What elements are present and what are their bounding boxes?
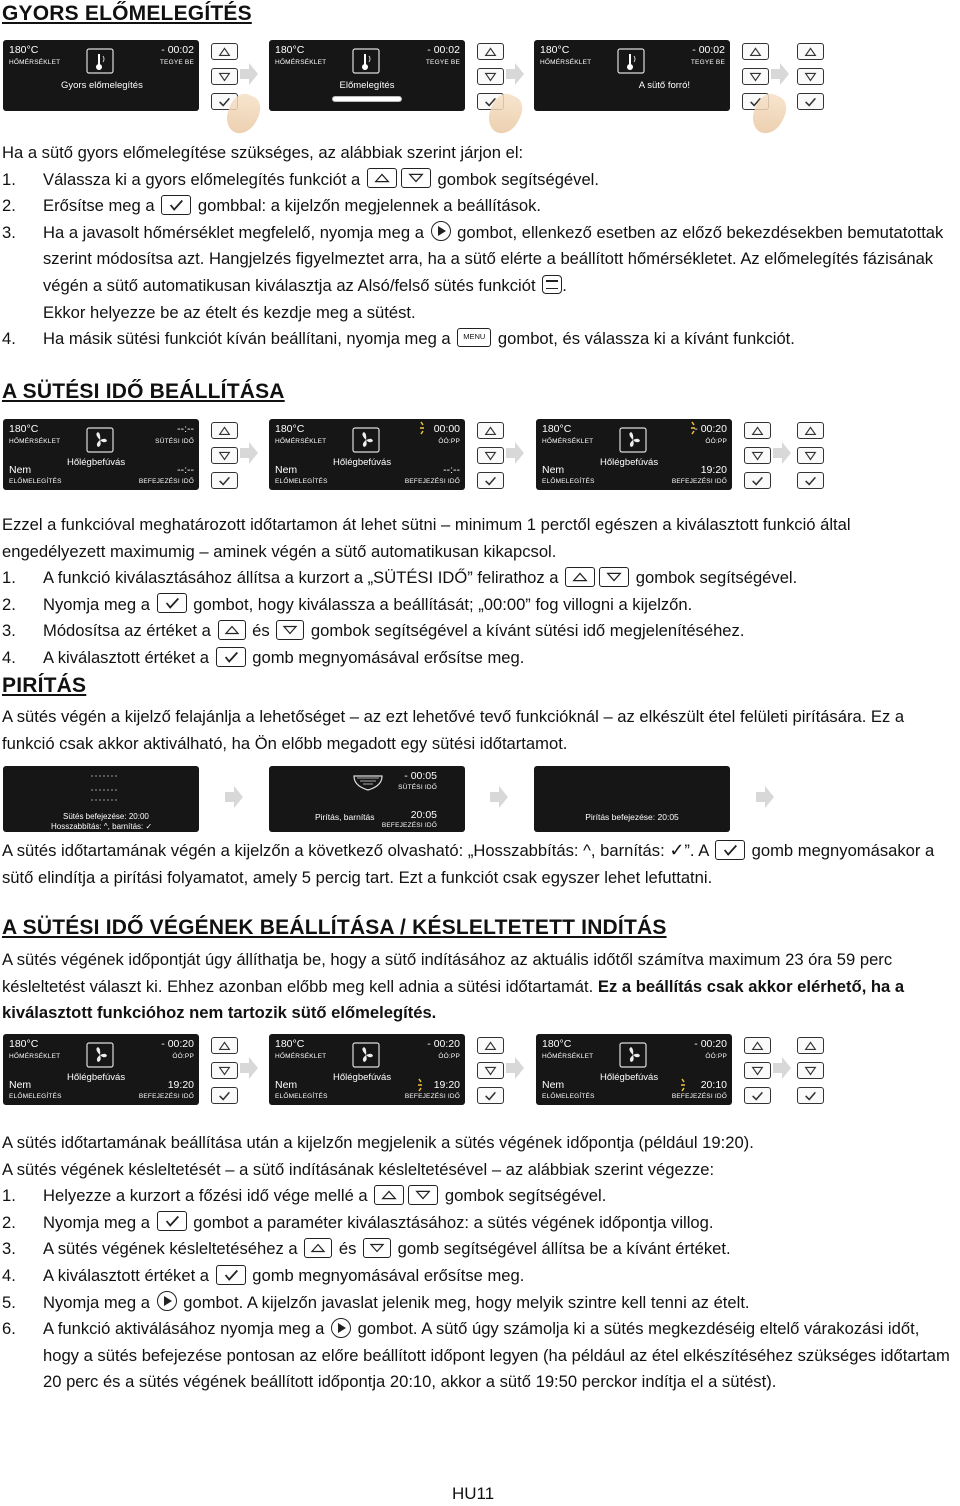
check-icon bbox=[798, 1088, 823, 1103]
end-message: Sütés befejezése: 20:00 bbox=[63, 812, 149, 821]
confirm-button bbox=[797, 93, 824, 110]
end-time-value: 19:20 bbox=[167, 1079, 194, 1091]
oven-display bbox=[534, 40, 730, 111]
step-item: 3. Módosítsa az értéket a és gombok segítségével a kívánt sütési idő megjelenítéséhez. bbox=[2, 621, 745, 641]
grill-icon bbox=[352, 772, 384, 804]
up-arrow-icon bbox=[798, 423, 823, 438]
preheat-label: ELŐMELEGÍTÉS bbox=[275, 478, 328, 485]
down-arrow-icon bbox=[743, 69, 768, 84]
time-value: - 00:02 bbox=[692, 44, 725, 56]
up-arrow-icon bbox=[212, 1038, 237, 1053]
oven-display bbox=[3, 766, 199, 832]
time-label: TEGYE BE bbox=[690, 59, 725, 66]
temperature-value: 180°C bbox=[275, 423, 305, 435]
time-value: - 00:20 bbox=[427, 1038, 460, 1050]
time-label: TEGYE BE bbox=[159, 59, 194, 66]
fan-icon bbox=[352, 1042, 380, 1068]
up-button-icon bbox=[565, 567, 595, 587]
temperature-value: 180°C bbox=[540, 44, 570, 56]
temperature-value: 180°C bbox=[542, 1038, 572, 1050]
function-name: Hőlégbefúvás bbox=[333, 1072, 392, 1083]
oven-display bbox=[3, 1034, 199, 1105]
up-button-icon bbox=[367, 168, 397, 188]
flow-arrow-icon bbox=[240, 63, 258, 85]
up-button bbox=[477, 422, 504, 439]
flow-arrow-icon bbox=[490, 786, 508, 808]
start-button-icon bbox=[331, 1318, 351, 1338]
flow-arrow-icon bbox=[773, 442, 791, 464]
time-label: SÜTÉSI IDŐ bbox=[398, 784, 437, 791]
down-arrow-icon bbox=[798, 1063, 823, 1078]
down-arrow-icon bbox=[798, 69, 823, 84]
control-panel bbox=[797, 422, 824, 489]
up-arrow-icon bbox=[745, 423, 770, 438]
down-arrow-icon bbox=[745, 448, 770, 463]
control-panel bbox=[477, 422, 504, 489]
down-button bbox=[477, 1062, 504, 1079]
down-arrow-icon bbox=[798, 448, 823, 463]
down-arrow-icon bbox=[212, 1063, 237, 1078]
temperature-label: HŐMÉRSÉKLET bbox=[9, 59, 61, 66]
step-item: 2. Nyomja meg a gombot, hogy kiválassza a beállítását; „00:00” fog villogni a kijelzőn. bbox=[2, 594, 693, 614]
step-item: 2. Nyomja meg a gombot a paraméter kiválasztásához: a sütés végének időpontja villog. bbox=[2, 1212, 714, 1232]
flow-arrow-icon bbox=[506, 442, 524, 464]
down-button bbox=[477, 68, 504, 85]
page-number: HU11 bbox=[452, 1484, 495, 1503]
confirm-button-icon bbox=[157, 593, 187, 613]
temperature-value: 180°C bbox=[275, 1038, 305, 1050]
down-button bbox=[744, 447, 771, 464]
oven-display bbox=[269, 766, 465, 832]
up-button-icon bbox=[374, 1185, 404, 1205]
flow-arrow-icon bbox=[240, 1057, 258, 1079]
oven-display bbox=[3, 40, 199, 111]
down-arrow-icon bbox=[478, 1063, 503, 1078]
start-button-icon bbox=[157, 1291, 177, 1311]
preheat-value: Nem bbox=[9, 464, 32, 476]
flow-arrow-icon bbox=[506, 1057, 524, 1079]
flow-arrow-icon bbox=[240, 442, 258, 464]
preheat-value: Nem bbox=[275, 464, 298, 476]
down-button bbox=[744, 1062, 771, 1079]
up-button bbox=[477, 43, 504, 60]
check-icon bbox=[212, 473, 237, 488]
function-name: Hőlégbefúvás bbox=[333, 457, 392, 468]
up-arrow-icon bbox=[798, 44, 823, 59]
preheat-value: Nem bbox=[275, 1079, 298, 1091]
down-button bbox=[211, 68, 238, 85]
step-item: 1. Válassza ki a gyors előmelegítés funkciót a gombok segítségével. bbox=[2, 169, 599, 189]
end-time-label: BEFEJEZÉSI IDŐ bbox=[671, 1093, 727, 1100]
down-button-icon bbox=[599, 567, 629, 587]
step-item: 2. Erősítse meg a gombbal: a kijelzőn megjelennek a beállítások. bbox=[2, 196, 542, 216]
down-button bbox=[797, 1062, 824, 1079]
control-panel bbox=[211, 1037, 238, 1104]
down-arrow-icon bbox=[478, 448, 503, 463]
delayed-start-text bbox=[2, 1130, 956, 1396]
temperature-value: 180°C bbox=[9, 423, 39, 435]
cooking-time-text bbox=[2, 512, 956, 672]
up-arrow-icon bbox=[212, 44, 237, 59]
temperature-value: 180°C bbox=[9, 44, 39, 56]
browning-end-message: Pirítás befejezése: 20:05 bbox=[585, 812, 679, 822]
confirm-button-icon bbox=[157, 1211, 187, 1231]
preheat-value: Nem bbox=[542, 464, 565, 476]
time-value: - 00:02 bbox=[427, 44, 460, 56]
function-name: Hőlégbefúvás bbox=[67, 457, 126, 468]
temperature-label: HŐMÉRSÉKLET bbox=[275, 438, 327, 445]
down-button-icon bbox=[401, 168, 431, 188]
down-arrow-icon bbox=[212, 69, 237, 84]
up-button bbox=[744, 422, 771, 439]
time-label: ÓÓ:PP bbox=[438, 438, 460, 445]
delayed-start-note: A sütés időtartamának beállítása után a kijelzőn megjelenik a sütés végének időpontja (például 19:20). bbox=[2, 1133, 754, 1152]
function-caption: A sütő forró! bbox=[638, 80, 690, 91]
preheat-label: ELŐMELEGÍTÉS bbox=[542, 478, 595, 485]
temperature-label: HŐMÉRSÉKLET bbox=[9, 438, 61, 445]
blink-indicator-icon bbox=[690, 421, 700, 435]
fan-icon bbox=[86, 1042, 114, 1068]
oven-display bbox=[3, 419, 199, 490]
up-arrow-icon bbox=[478, 423, 503, 438]
top-bottom-heat-icon bbox=[542, 275, 562, 294]
step-item: 3. A sütés végének késleltetéséhez a és gomb segítségével állítsa be a kívánt értéket. bbox=[2, 1239, 731, 1259]
up-button bbox=[797, 43, 824, 60]
temperature-value: 180°C bbox=[9, 1038, 39, 1050]
up-button bbox=[211, 1037, 238, 1054]
temperature-value: 180°C bbox=[275, 44, 305, 56]
check-icon bbox=[745, 473, 770, 488]
confirm-button-icon bbox=[161, 195, 191, 215]
end-time-label: BEFEJEZÉSI IDŐ bbox=[404, 1093, 460, 1100]
down-button bbox=[797, 447, 824, 464]
preheat-value: Nem bbox=[9, 1079, 32, 1091]
end-time-label: BEFEJEZÉSI IDŐ bbox=[138, 478, 194, 485]
up-button bbox=[744, 1037, 771, 1054]
down-button bbox=[742, 68, 769, 85]
temperature-value: 180°C bbox=[542, 423, 572, 435]
time-value: - 00:02 bbox=[161, 44, 194, 56]
section-title-browning: PIRÍTÁS bbox=[2, 674, 87, 697]
control-panel bbox=[797, 1037, 824, 1104]
up-button bbox=[797, 422, 824, 439]
oven-display bbox=[536, 419, 732, 490]
time-value: 00:00 bbox=[433, 423, 460, 435]
check-icon bbox=[478, 473, 503, 488]
control-panel bbox=[744, 422, 771, 489]
up-button-icon bbox=[218, 620, 246, 640]
blink-indicator-icon bbox=[419, 421, 429, 435]
function-name: Hőlégbefúvás bbox=[600, 457, 659, 468]
confirm-button bbox=[477, 1087, 504, 1104]
confirm-button bbox=[797, 472, 824, 489]
tray-icon bbox=[89, 772, 119, 804]
oven-display bbox=[269, 419, 465, 490]
temperature-label: HŐMÉRSÉKLET bbox=[275, 59, 327, 66]
up-button bbox=[211, 422, 238, 439]
thermometer-icon bbox=[617, 48, 645, 74]
end-time-label: BEFEJEZÉSI IDŐ bbox=[138, 1093, 194, 1100]
menu-button-icon: MENU bbox=[457, 328, 491, 347]
up-arrow-icon bbox=[478, 1038, 503, 1053]
time-label: ÓÓ:PP bbox=[438, 1053, 460, 1060]
step-item: 1. Helyezze a kurzort a főzési idő vége mellé a gombok segítségével. bbox=[2, 1186, 607, 1206]
thermometer-icon bbox=[86, 48, 114, 74]
up-button bbox=[797, 1037, 824, 1054]
oven-display bbox=[269, 1034, 465, 1105]
oven-display bbox=[269, 40, 465, 111]
check-icon bbox=[212, 1088, 237, 1103]
confirm-button bbox=[744, 1087, 771, 1104]
up-button bbox=[742, 43, 769, 60]
fan-icon bbox=[352, 427, 380, 453]
down-button bbox=[211, 1062, 238, 1079]
time-label: ÓÓ:PP bbox=[705, 438, 727, 445]
step-item: 4. A kiválasztott értéket a gomb megnyomásával erősítse meg. bbox=[2, 647, 525, 667]
end-time-label: BEFEJEZÉSI IDŐ bbox=[381, 822, 437, 829]
time-value: - 00:20 bbox=[694, 1038, 727, 1050]
check-icon bbox=[798, 473, 823, 488]
down-button bbox=[211, 447, 238, 464]
start-button-icon bbox=[431, 221, 451, 241]
temperature-label: HŐMÉRSÉKLET bbox=[275, 1053, 327, 1060]
blink-indicator-icon bbox=[417, 1078, 427, 1092]
preheat-label: ELŐMELEGÍTÉS bbox=[9, 1093, 62, 1100]
down-arrow-icon bbox=[478, 69, 503, 84]
end-time-label: BEFEJEZÉSI IDŐ bbox=[671, 478, 727, 485]
oven-display bbox=[536, 1034, 732, 1105]
end-time-value: 19:20 bbox=[433, 1079, 460, 1091]
flow-arrow-icon bbox=[756, 786, 774, 808]
confirm-button bbox=[797, 1087, 824, 1104]
oven-display bbox=[534, 766, 730, 832]
up-arrow-icon bbox=[743, 44, 768, 59]
preheat-intro: Ha a sütő gyors előmelegítése szükséges, az alábbiak szerint járjon el: bbox=[2, 143, 524, 162]
confirm-button-icon bbox=[715, 840, 745, 860]
up-arrow-icon bbox=[798, 1038, 823, 1053]
time-value: - 00:20 bbox=[161, 1038, 194, 1050]
end-time-label: BEFEJEZÉSI IDŐ bbox=[404, 478, 460, 485]
down-arrow-icon bbox=[745, 1063, 770, 1078]
confirm-button-icon bbox=[216, 647, 246, 667]
step-item: 1. A funkció kiválasztásához állítsa a kurzort a „SÜTÉSI IDŐ” felirathoz a gombok segítségével. bbox=[2, 568, 798, 588]
function-caption: Előmelegítés bbox=[339, 80, 395, 91]
control-panel bbox=[477, 1037, 504, 1104]
fan-icon bbox=[86, 427, 114, 453]
flow-arrow-icon bbox=[225, 786, 243, 808]
function-name: Pirítás, barnítás bbox=[315, 812, 375, 822]
confirm-button bbox=[744, 472, 771, 489]
section-title-delayed-start: A SÜTÉSI IDŐ VÉGÉNEK BEÁLLÍTÁSA / KÉSLELTETETT INDÍTÁS bbox=[2, 916, 667, 939]
thermometer-icon bbox=[352, 48, 380, 74]
time-label: ÓÓ:PP bbox=[172, 1053, 194, 1060]
cooking-time-intro: Ezzel a funkcióval meghatározott időtartamon át lehet sütni – minimum 1 perctől egészen a kiválasztott funkció által engedélyezett maximumig – aminek végén a sütő automatikusan kikapcsol. bbox=[2, 515, 851, 561]
end-time-value: 19:20 bbox=[700, 464, 727, 476]
flow-arrow-icon bbox=[771, 63, 789, 85]
down-button bbox=[797, 68, 824, 85]
step-item: 5. Nyomja meg a gombot. A kijelzőn javaslat jelenik meg, hogy melyik szintre kell tenni az ételt. bbox=[2, 1292, 750, 1312]
up-arrow-icon bbox=[478, 44, 503, 59]
down-button bbox=[477, 447, 504, 464]
down-button-icon bbox=[363, 1238, 391, 1258]
check-icon bbox=[745, 1088, 770, 1103]
confirm-button bbox=[477, 472, 504, 489]
preheat-label: ELŐMELEGÍTÉS bbox=[275, 1093, 328, 1100]
section-title-cooking-time: A SÜTÉSI IDŐ BEÁLLÍTÁSA bbox=[2, 380, 285, 403]
time-value: - 00:05 bbox=[404, 770, 437, 782]
flow-arrow-icon bbox=[506, 63, 524, 85]
step-item: 3. Ha a javasolt hőmérséklet megfelelő, nyomja meg a gombot, ellenkező esetben az előző bekezdésekben bemutatottak szerint módosítsa azt. Hangjelzés figyelmeztet arra, ha a sütő elérte a beállított hőmérsékletet. Az előmelegítés fázisának végén a sütő automatikusan kiválasztja az Alsó/felső sütés funkciót . Ekkor helyezze be az ételt és kezdje meg a sütést. bbox=[2, 222, 944, 322]
preheat-label: ELŐMELEGÍTÉS bbox=[542, 1093, 595, 1100]
end-time-value: 20:10 bbox=[700, 1079, 727, 1091]
browning-intro: A sütés végén a kijelző felajánlja a lehetőséget – az ezt lehetővé tevő funkcióknál – az elkészült étel felületi pirítására. Ez a funkció csak akkor aktiválható, ha Ön előbb megadott egy sütési időtartamot. bbox=[2, 707, 905, 753]
confirm-button-icon bbox=[216, 1265, 246, 1285]
delayed-start-howto: A sütés végének késleltetését – a sütő indításának késleltetésével – az alábbiak szerint végezze: bbox=[2, 1159, 715, 1179]
step-item: 6. A funkció aktiválásához nyomja meg a gombot. A sütő úgy számolja ki a sütés megkezdéséig eltelő várakozási időt, hogy a sütés befejezése pontosan az előre beállított időpont legyen (ha például az étel elkészítéséhez szükséges időtartam 20 perc és a sütés végének beállított időpontja 20:10, akkor a sütő 19:50 perckor indítja el a sütést). bbox=[2, 1319, 950, 1392]
step-item: 4. A kiválasztott értéket a gomb megnyomásával erősítse meg. bbox=[2, 1265, 525, 1285]
check-icon bbox=[478, 1088, 503, 1103]
function-name: Hőlégbefúvás bbox=[67, 1072, 126, 1083]
time-label: TEGYE BE bbox=[425, 59, 460, 66]
function-name: Hőlégbefúvás bbox=[600, 1072, 659, 1083]
fan-icon bbox=[619, 1042, 647, 1068]
function-caption: Gyors előmelegítés bbox=[61, 80, 143, 91]
preheat-instructions bbox=[2, 140, 956, 353]
time-label: ÓÓ:PP bbox=[705, 1053, 727, 1060]
delayed-start-intro: A sütés végének időpontját úgy állíthatja be, hogy a sütő indításához az aktuális időtől számítva maximum 23 óra 59 perc késleltetést választ ki. Ehhez azonban előbb meg kell adnia a sütési időtartamát. Ez a beállítás csak akkor elérhető, ha a kiválasztott funkcióhoz nem tartozik sütő előmelegítés. bbox=[2, 950, 905, 1023]
control-panel bbox=[744, 1037, 771, 1104]
up-button-icon bbox=[304, 1238, 332, 1258]
control-panel bbox=[797, 43, 824, 110]
extend-browning-prompt: Hosszabbítás: ^, barnítás: ✓ bbox=[51, 822, 153, 831]
preheat-value: Nem bbox=[542, 1079, 565, 1091]
end-time-value: --:-- bbox=[177, 464, 194, 476]
up-arrow-icon bbox=[212, 423, 237, 438]
control-panel bbox=[211, 422, 238, 489]
down-button-icon bbox=[276, 620, 304, 640]
section-title-quick-preheat: GYORS ELŐMELEGÍTÉS bbox=[2, 2, 252, 25]
temperature-label: HŐMÉRSÉKLET bbox=[540, 59, 592, 66]
confirm-button bbox=[211, 1087, 238, 1104]
temperature-label: HŐMÉRSÉKLET bbox=[542, 1053, 594, 1060]
blink-indicator-icon bbox=[680, 1078, 690, 1092]
fan-icon bbox=[619, 427, 647, 453]
up-button bbox=[477, 1037, 504, 1054]
preheat-label: ELŐMELEGÍTÉS bbox=[9, 478, 62, 485]
end-time-value: --:-- bbox=[443, 464, 460, 476]
time-value: - 00:20 bbox=[694, 423, 727, 435]
time-label: SÜTÉSI IDŐ bbox=[155, 438, 194, 445]
down-button-icon bbox=[408, 1185, 438, 1205]
confirm-button bbox=[211, 472, 238, 489]
check-icon bbox=[798, 94, 823, 109]
time-value: --:-- bbox=[177, 423, 194, 435]
preheat-progress-bar bbox=[332, 96, 402, 102]
up-arrow-icon bbox=[745, 1038, 770, 1053]
step-item: 4. Ha másik sütési funkciót kíván beállítani, nyomja meg a MENU gombot, és válassza ki a kívánt funkciót. bbox=[2, 329, 795, 349]
end-time-value: 20:05 bbox=[410, 809, 437, 821]
up-button bbox=[211, 43, 238, 60]
down-arrow-icon bbox=[212, 448, 237, 463]
temperature-label: HŐMÉRSÉKLET bbox=[542, 438, 594, 445]
temperature-label: HŐMÉRSÉKLET bbox=[9, 1053, 61, 1060]
flow-arrow-icon bbox=[773, 1057, 791, 1079]
browning-text: A sütés időtartamának végén a kijelzőn a következő olvasható: „Hosszabbítás: ^, barnítás: ✓”. A gomb megnyomásakor a sütő elindítja a pirítási folyamatot, amely 5 percig tart. Ezt a funkciót csak egyszer lehet lefuttatni. bbox=[2, 840, 935, 887]
